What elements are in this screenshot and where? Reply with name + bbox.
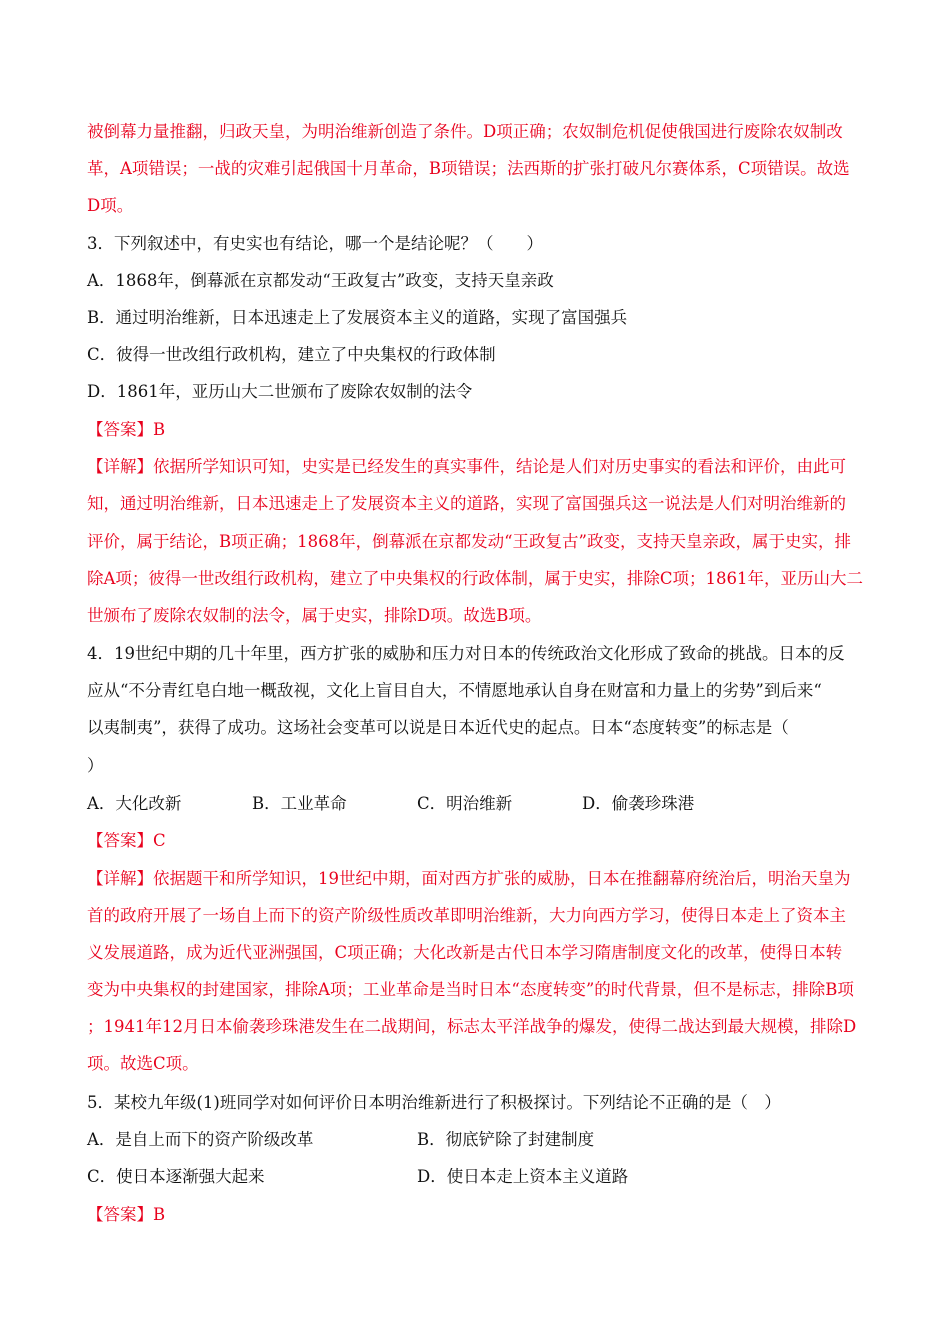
prev-explanation-line: D项。	[87, 196, 134, 215]
q5-option-c: C．使日本逐渐强大起来	[87, 1167, 265, 1186]
q4-stem-line: 4．19世纪中期的几十年里，西方扩张的威胁和压力对日本的传统政治文化形成了致命的挑战。日本的反	[87, 644, 845, 663]
q3-explanation-line: 除A项；彼得一世改组行政机构，建立了中央集权的行政体制，属于史实，排除C项；1861年，亚历山大二	[87, 569, 864, 588]
q4-option-b: B．工业革命	[252, 794, 347, 813]
q3-answer: 【答案】B	[87, 420, 166, 439]
q4-explanation-line: 项。故选C项。	[87, 1054, 199, 1073]
q5-options-row-2	[87, 1165, 867, 1189]
q3-option-a: A．1868年，倒幕派在京都发动“王政复古”政变，支持天皇亲政	[87, 271, 554, 290]
q3-explanation-line: 知，通过明治维新，日本迅速走上了发展资本主义的道路，实现了富国强兵这一说法是人们对明治维新的	[87, 494, 846, 513]
q4-answer: 【答案】C	[87, 831, 166, 850]
q4-option-c: C．明治维新	[417, 794, 513, 813]
q4-options-row	[87, 792, 867, 816]
q3-stem: 3．下列叙述中，有史实也有结论，哪一个是结论呢？（ ）	[87, 234, 543, 253]
q3-option-c: C．彼得一世改组行政机构，建立了中央集权的行政体制	[87, 345, 496, 364]
q3-explanation-line: 世颁布了废除农奴制的法令，属于史实，排除D项。故选B项。	[87, 606, 542, 625]
q5-answer: 【答案】B	[87, 1205, 166, 1224]
q4-stem-line: ）	[87, 756, 104, 775]
q5-option-d: D．使日本走上资本主义道路	[417, 1167, 629, 1186]
prev-explanation-line: 革，A项错误；一战的灾难引起俄国十月革命，B项错误；法西斯的扩张打破凡尔赛体系，C项错误。故选	[87, 159, 850, 178]
q5-option-a: A．是自上而下的资产阶级改革	[87, 1130, 314, 1149]
q3-option-d: D．1861年，亚历山大二世颁布了废除农奴制的法令	[87, 382, 473, 401]
q4-explanation-line: 首的政府开展了一场自上而下的资产阶级性质改革即明治维新，大力向西方学习，使得日本走上了资本主	[87, 906, 846, 925]
q3-option-b: B．通过明治维新，日本迅速走上了发展资本主义的道路，实现了富国强兵	[87, 308, 628, 327]
q4-stem-line: 应从“不分青红皂白地一概敌视，文化上盲目自大，不情愿地承认自身在财富和力量上的劣势”到后来“	[87, 681, 822, 700]
q4-option-d: D．偷袭珍珠港	[582, 794, 695, 813]
q4-explanation-line: 义发展道路，成为近代亚洲强国，C项正确；大化改新是古代日本学习隋唐制度文化的改革，使得日本转	[87, 943, 843, 962]
q4-stem-line: 以夷制夷”，获得了成功。这场社会变革可以说是日本近代史的起点。日本“态度转变”的标志是（	[87, 718, 789, 737]
q5-stem: 5．某校九年级(1)班同学对如何评价日本明治维新进行了积极探讨。下列结论不正确的是（ ）	[87, 1093, 781, 1112]
q4-explanation-line: 变为中央集权的封建国家，排除A项；工业革命是当时日本“态度转变”的时代背景，但不是标志，排除B项	[87, 980, 854, 999]
q4-explanation-line: 【详解】依据题干和所学知识，19世纪中期，面对西方扩张的威胁，日本在推翻幕府统治后，明治天皇为	[87, 869, 851, 888]
prev-explanation-line: 被倒幕力量推翻，归政天皇，为明治维新创造了条件。D项正确；农奴制危机促使俄国进行废除农奴制改	[87, 122, 843, 141]
q5-options-row-1	[87, 1128, 867, 1152]
q3-explanation-line: 评价，属于结论，B项正确；1868年，倒幕派在京都发动“王政复古”政变，支持天皇亲政，属于史实，排	[87, 532, 851, 551]
q3-explanation-line: 【详解】依据所学知识可知，史实是已经发生的真实事件，结论是人们对历史事实的看法和评价，由此可	[87, 457, 846, 476]
q4-option-a: A．大化改新	[87, 794, 182, 813]
q4-explanation-line: ；1941年12月日本偷袭珍珠港发生在二战期间，标志太平洋战争的爆发，使得二战达到最大规模，排除D	[87, 1017, 857, 1036]
q5-option-b: B．彻底铲除了封建制度	[417, 1130, 595, 1149]
